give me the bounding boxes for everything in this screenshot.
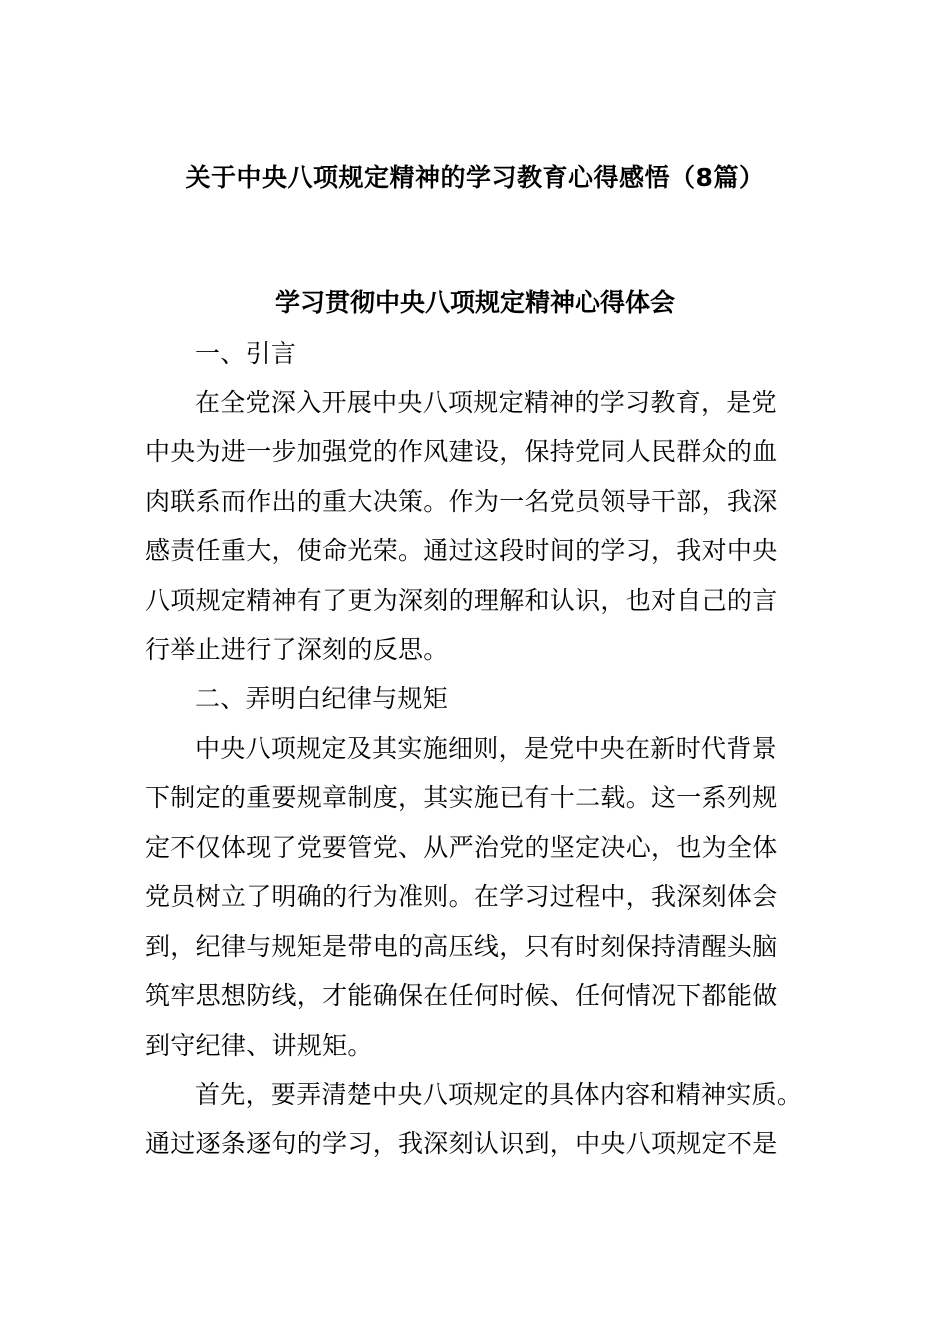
document-title: 关于中央八项规定精神的学习教育心得感悟（8篇） <box>185 163 765 192</box>
paragraph-line: 行举止进行了深刻的反思。 <box>145 635 449 664</box>
section-title: 学习贯彻中央八项规定精神心得体会 <box>274 288 675 317</box>
paragraph-line: 筑牢思想防线，才能确保在任何时候、任何情况下都能做 <box>145 981 778 1010</box>
paragraph-line: 到，纪律与规矩是带电的高压线，只有时刻保持清醒头脑 <box>145 932 778 961</box>
paragraph-line: 首先，要弄清楚中央八项规定的具体内容和精神实质。 <box>195 1080 803 1109</box>
paragraph-line: 中央八项规定及其实施细则，是党中央在新时代背景 <box>195 734 777 763</box>
paragraph-line: 通过逐条逐句的学习，我深刻认识到，中央八项规定不是 <box>145 1129 778 1158</box>
paragraph-line: 肉联系而作出的重大决策。作为一名党员领导干部，我深 <box>145 487 778 516</box>
paragraph-line: 八项规定精神有了更为深刻的理解和认识，也对自己的言 <box>145 586 778 615</box>
paragraph-line: 感责任重大，使命光荣。通过这段时间的学习，我对中央 <box>145 536 778 565</box>
paragraph-line: 中央为进一步加强党的作风建设，保持党同人民群众的血 <box>145 437 778 466</box>
paragraph-line: 党员树立了明确的行为准则。在学习过程中，我深刻体会 <box>145 882 778 911</box>
paragraph-line: 在全党深入开展中央八项规定精神的学习教育，是党 <box>195 388 777 417</box>
heading-discipline: 二、弄明白纪律与规矩 <box>195 684 449 713</box>
paragraph-line: 下制定的重要规章制度，其实施已有十二载。这一系列规 <box>145 783 778 812</box>
heading-introduction: 一、引言 <box>195 339 297 368</box>
paragraph-line: 到守纪律、讲规矩。 <box>145 1031 373 1060</box>
paragraph-line: 定不仅体现了党要管党、从严治党的坚定决心，也为全体 <box>145 833 778 862</box>
